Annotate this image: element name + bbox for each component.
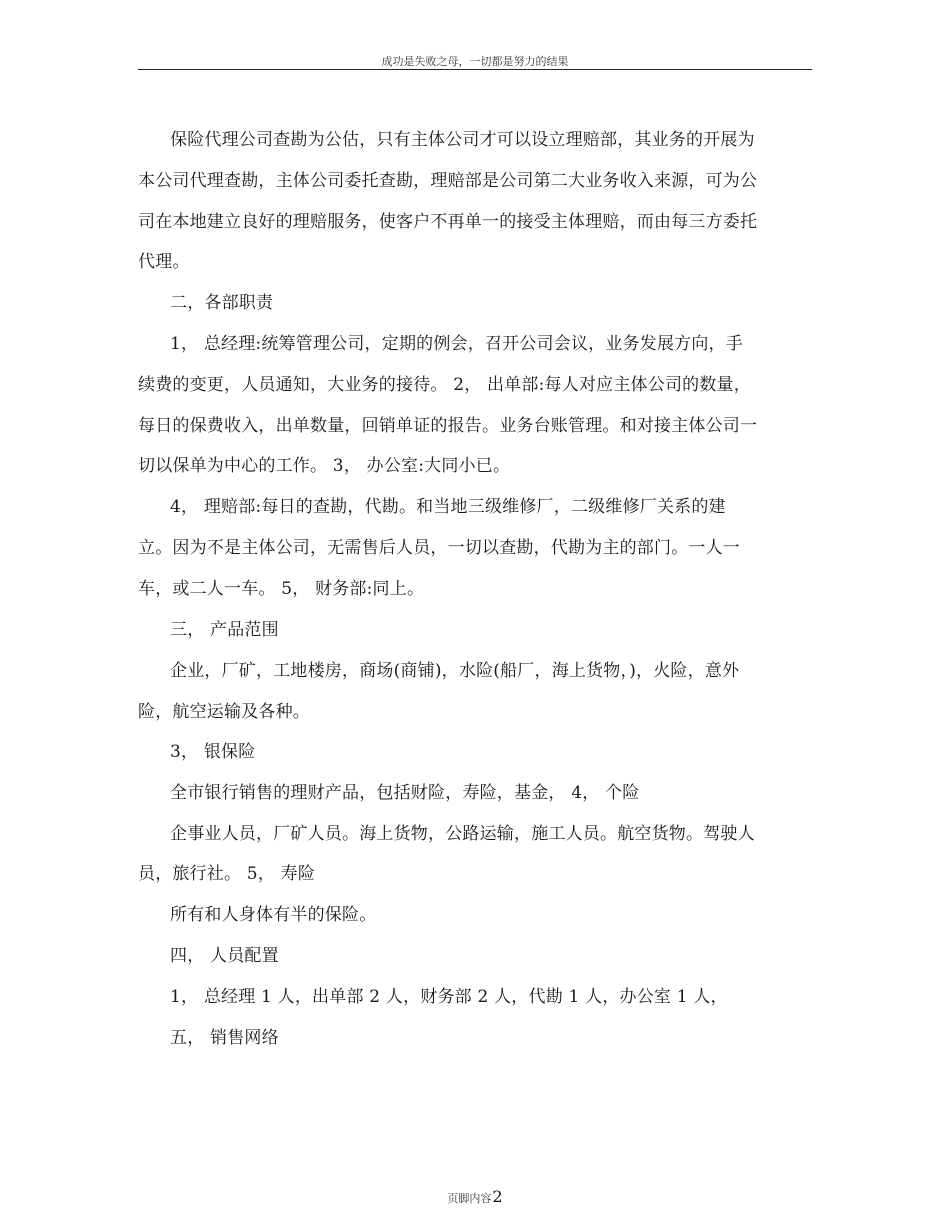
paragraph-line: 司在本地建立良好的理赔服务，使客户不再单一的接受主体理赔，而由每三方委托	[138, 212, 758, 232]
section-heading: 二，各部职责	[170, 293, 274, 313]
paragraph-line: 1， 总经理 1 人，出单部 2 人，财务部 2 人，代勘 1 人，办公室 1 人，	[170, 987, 728, 1007]
page-footer	[0, 1187, 950, 1206]
paragraph-line: 险，航空运输及各种。	[138, 702, 310, 722]
paragraph-line: 1， 总经理:统筹管理公司，定期的例会，召开公司会议，业务发展方向，手	[170, 334, 743, 354]
paragraph-line: 保险代理公司查勘为公估，只有主体公司才可以设立理赔部，其业务的开展为	[170, 130, 755, 150]
paragraph-line: 车，或二人一车。 5， 财务部:同上。	[138, 579, 425, 599]
paragraph-line: 企事业人员，厂矿人员。海上货物，公路运输，施工人员。航空货物。驾驶人	[170, 824, 755, 844]
paragraph-line: 续费的变更，人员通知，大业务的接待。 2， 出单部:每人对应主体公司的数量，	[138, 375, 751, 395]
header-divider	[138, 69, 812, 70]
paragraph-line: 所有和人身体有半的保险。	[170, 905, 377, 925]
paragraph-line: 员，旅行社。 5， 寿险	[138, 864, 316, 884]
paragraph-line: 每日的保费收入，出单数量，回销单证的报告。业务台账管理。和对接主体公司一	[138, 416, 758, 436]
paragraph-line: 代理。	[138, 252, 190, 272]
subsection-heading: 3， 银保险	[170, 742, 256, 762]
paragraph-line: 全市银行销售的理财产品，包括财险，寿险，基金， 4， 个险	[170, 783, 640, 803]
paragraph-line: 立。因为不是主体公司，无需售后人员，一切以查勘，代勘为主的部门。一人一	[138, 538, 740, 558]
section-heading: 三， 产品范围	[170, 620, 279, 640]
paragraph-line: 企业，厂矿，工地楼房，商场(商铺)，水险(船厂，海上货物，)，火险，意外	[170, 661, 740, 681]
section-heading: 四， 人员配置	[170, 946, 279, 966]
footer-label: 页脚内容	[447, 1192, 492, 1205]
page-number: 2	[492, 1187, 503, 1206]
section-heading: 五， 销售网络	[170, 1028, 279, 1048]
paragraph-line: 切以保单为中心的工作。 3， 办公室:大同小已。	[138, 456, 511, 476]
paragraph-line: 本公司代理查勘，主体公司委托查勘，理赔部是公司第二大业务收入来源，可为公	[138, 171, 758, 191]
paragraph-line: 4， 理赔部:每日的查勘，代勘。和当地三级维修厂，二级维修厂关系的建	[170, 497, 726, 517]
page-header-text: 成功是失败之母，一切都是努力的结果	[381, 55, 569, 68]
